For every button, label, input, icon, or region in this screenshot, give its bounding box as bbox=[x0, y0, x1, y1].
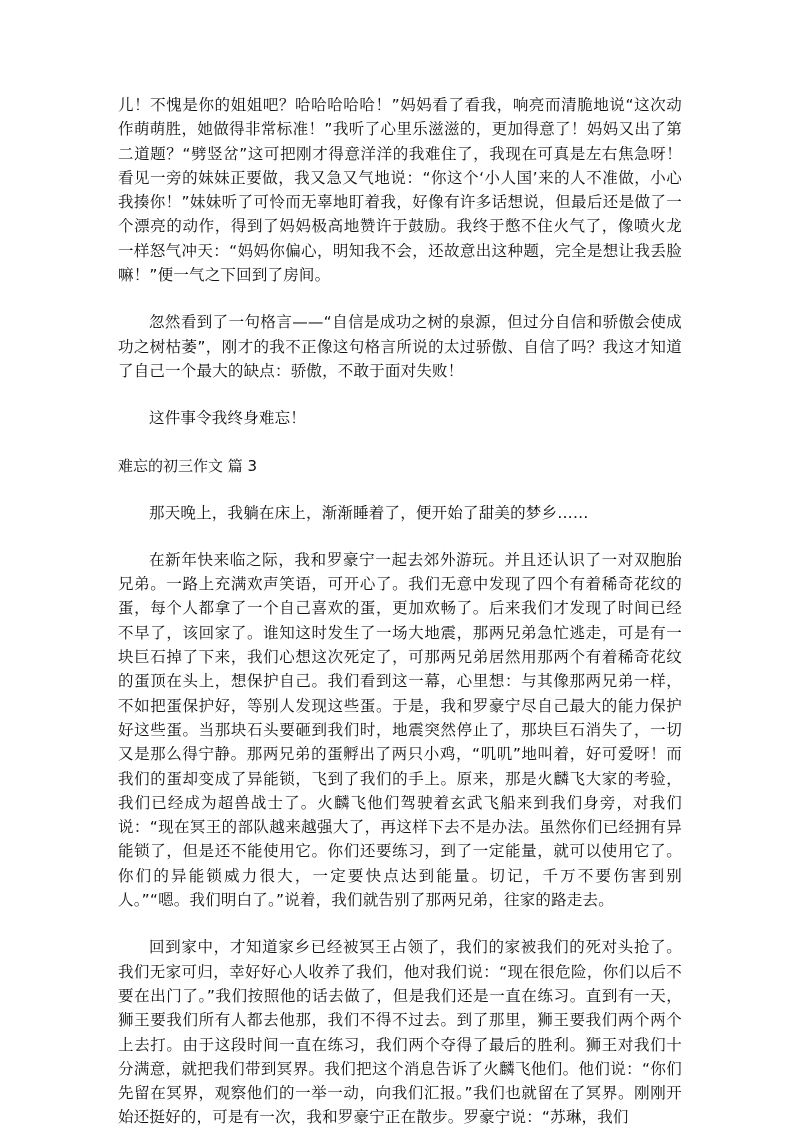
document-page bbox=[118, 93, 682, 1130]
paragraph-4: 那天晚上，我躺在床上，渐渐睡着了，便开始了甜美的梦乡…… bbox=[149, 503, 589, 522]
paragraph-2: 忽然看到了一句格言——“自信是成功之树的泉源，但过分自信和骄傲会使成功之树枯萎”，刚才的我不正像这句格言所说的太过骄傲、自信了吗？我这才知道了自己一个最大的缺点：骄傲，不敢于面对失败！ bbox=[118, 313, 682, 380]
paragraph-6: 回到家中，才知道家乡已经被冥王占领了，我们的家被我们的死对头抢了。我们无家可归，幸好好心人收养了我们，他对我们说：“现在很危险，你们以后不要在出门了。”我们按照他的话去做了，但是我们还是一直在练习。直到有一天，狮王要我们所有人都去他那，我们不得不过去。到了那里，狮王要我们两个两个上去打。由于这段时间一直在练习，我们两个夺得了最后的胜利。狮王对我们十分满意，就把我们带到冥界。我们把这个消息告诉了火麟飞他们。他们说：“你们先留在冥界，观察他们的一举一动，向我们汇报。”我们也就留在了冥界。刚刚开始还挺好的，可是有一次，我和罗豪宁正在散步。罗豪宁说：“苏琳，我们 bbox=[118, 938, 682, 1127]
paragraph-3: 这件事令我终身难忘！ bbox=[149, 409, 307, 428]
paragraph-5: 在新年快来临之际，我和罗豪宁一起去郊外游玩。并且还认识了一对双胞胎兄弟。一路上充满欢声笑语，可开心了。我们无意中发现了四个有着稀奇花纹的蛋，每个人都拿了一个自己喜欢的蛋，更加欢畅了。后来我们才发现了时间已经不早了，该回家了。谁知这时发生了一场大地震，那两兄弟急忙逃走，可是有一块巨石掉了下来，我们心想这次死定了，可那两兄弟居然用那两个有着稀奇花纹的蛋顶在头上，想保护自己。我们看到这一幕，心里想：与其像那两兄弟一样，不如把蛋保护好，等别人发现这些蛋。于是，我和罗豪宁尽自己最大的能力保护好这些蛋。当那块石头要砸到我们时，地震突然停止了，那块巨石消失了，一切又是那么得宁静。那两兄弟的蛋孵出了两只小鸡，“叽叽”地叫着，好可爱呀！而我们的蛋却变成了异能锁，飞到了我们的手上。原来，那是火麟飞大家的考验，我们已经成为超兽战士了。火麟飞他们驾驶着玄武飞船来到我们身旁，对我们说：“现在冥王的部队越来越强大了，再这样下去不是办法。虽然你们已经拥有异能锁了，但是还不能使用它。你们还要练习，到了一定能量，就可以使用它了。你们的异能锁威力很大，一定要快点达到能量。切记，千万不要伤害到别人。”“嗯。我们明白了。”说着，我们就告别了那两兄弟，往家的路走去。 bbox=[118, 550, 682, 910]
paragraph-1: 儿！不愧是你的姐姐吧？哈哈哈哈哈！”妈妈看了看我，响亮而清脆地说“这次动作萌萌胜，她做得非常标准！”我听了心里乐滋滋的，更加得意了！妈妈又出了第二道题？“劈竖岔”这可把刚才得意洋洋的我难住了，我现在可真是左右焦急呀！看见一旁的妹妹正要做，我又急又气地说：“你这个‘小人国’来的人不准做，小心我揍你！”妹妹听了可怜而无辜地盯着我，好像有许多话想说，但最后还是做了一个漂亮的动作，得到了妈妈极高地赞许于鼓励。我终于憋不住火气了，像喷火龙一样怒气冲天：“妈妈你偏心，明知我不会，还故意出这种题，完全是想让我丢脸嘛！”便一气之下回到了房间。 bbox=[118, 96, 682, 285]
section-heading: 难忘的初三作文 篇 3 bbox=[118, 456, 258, 475]
